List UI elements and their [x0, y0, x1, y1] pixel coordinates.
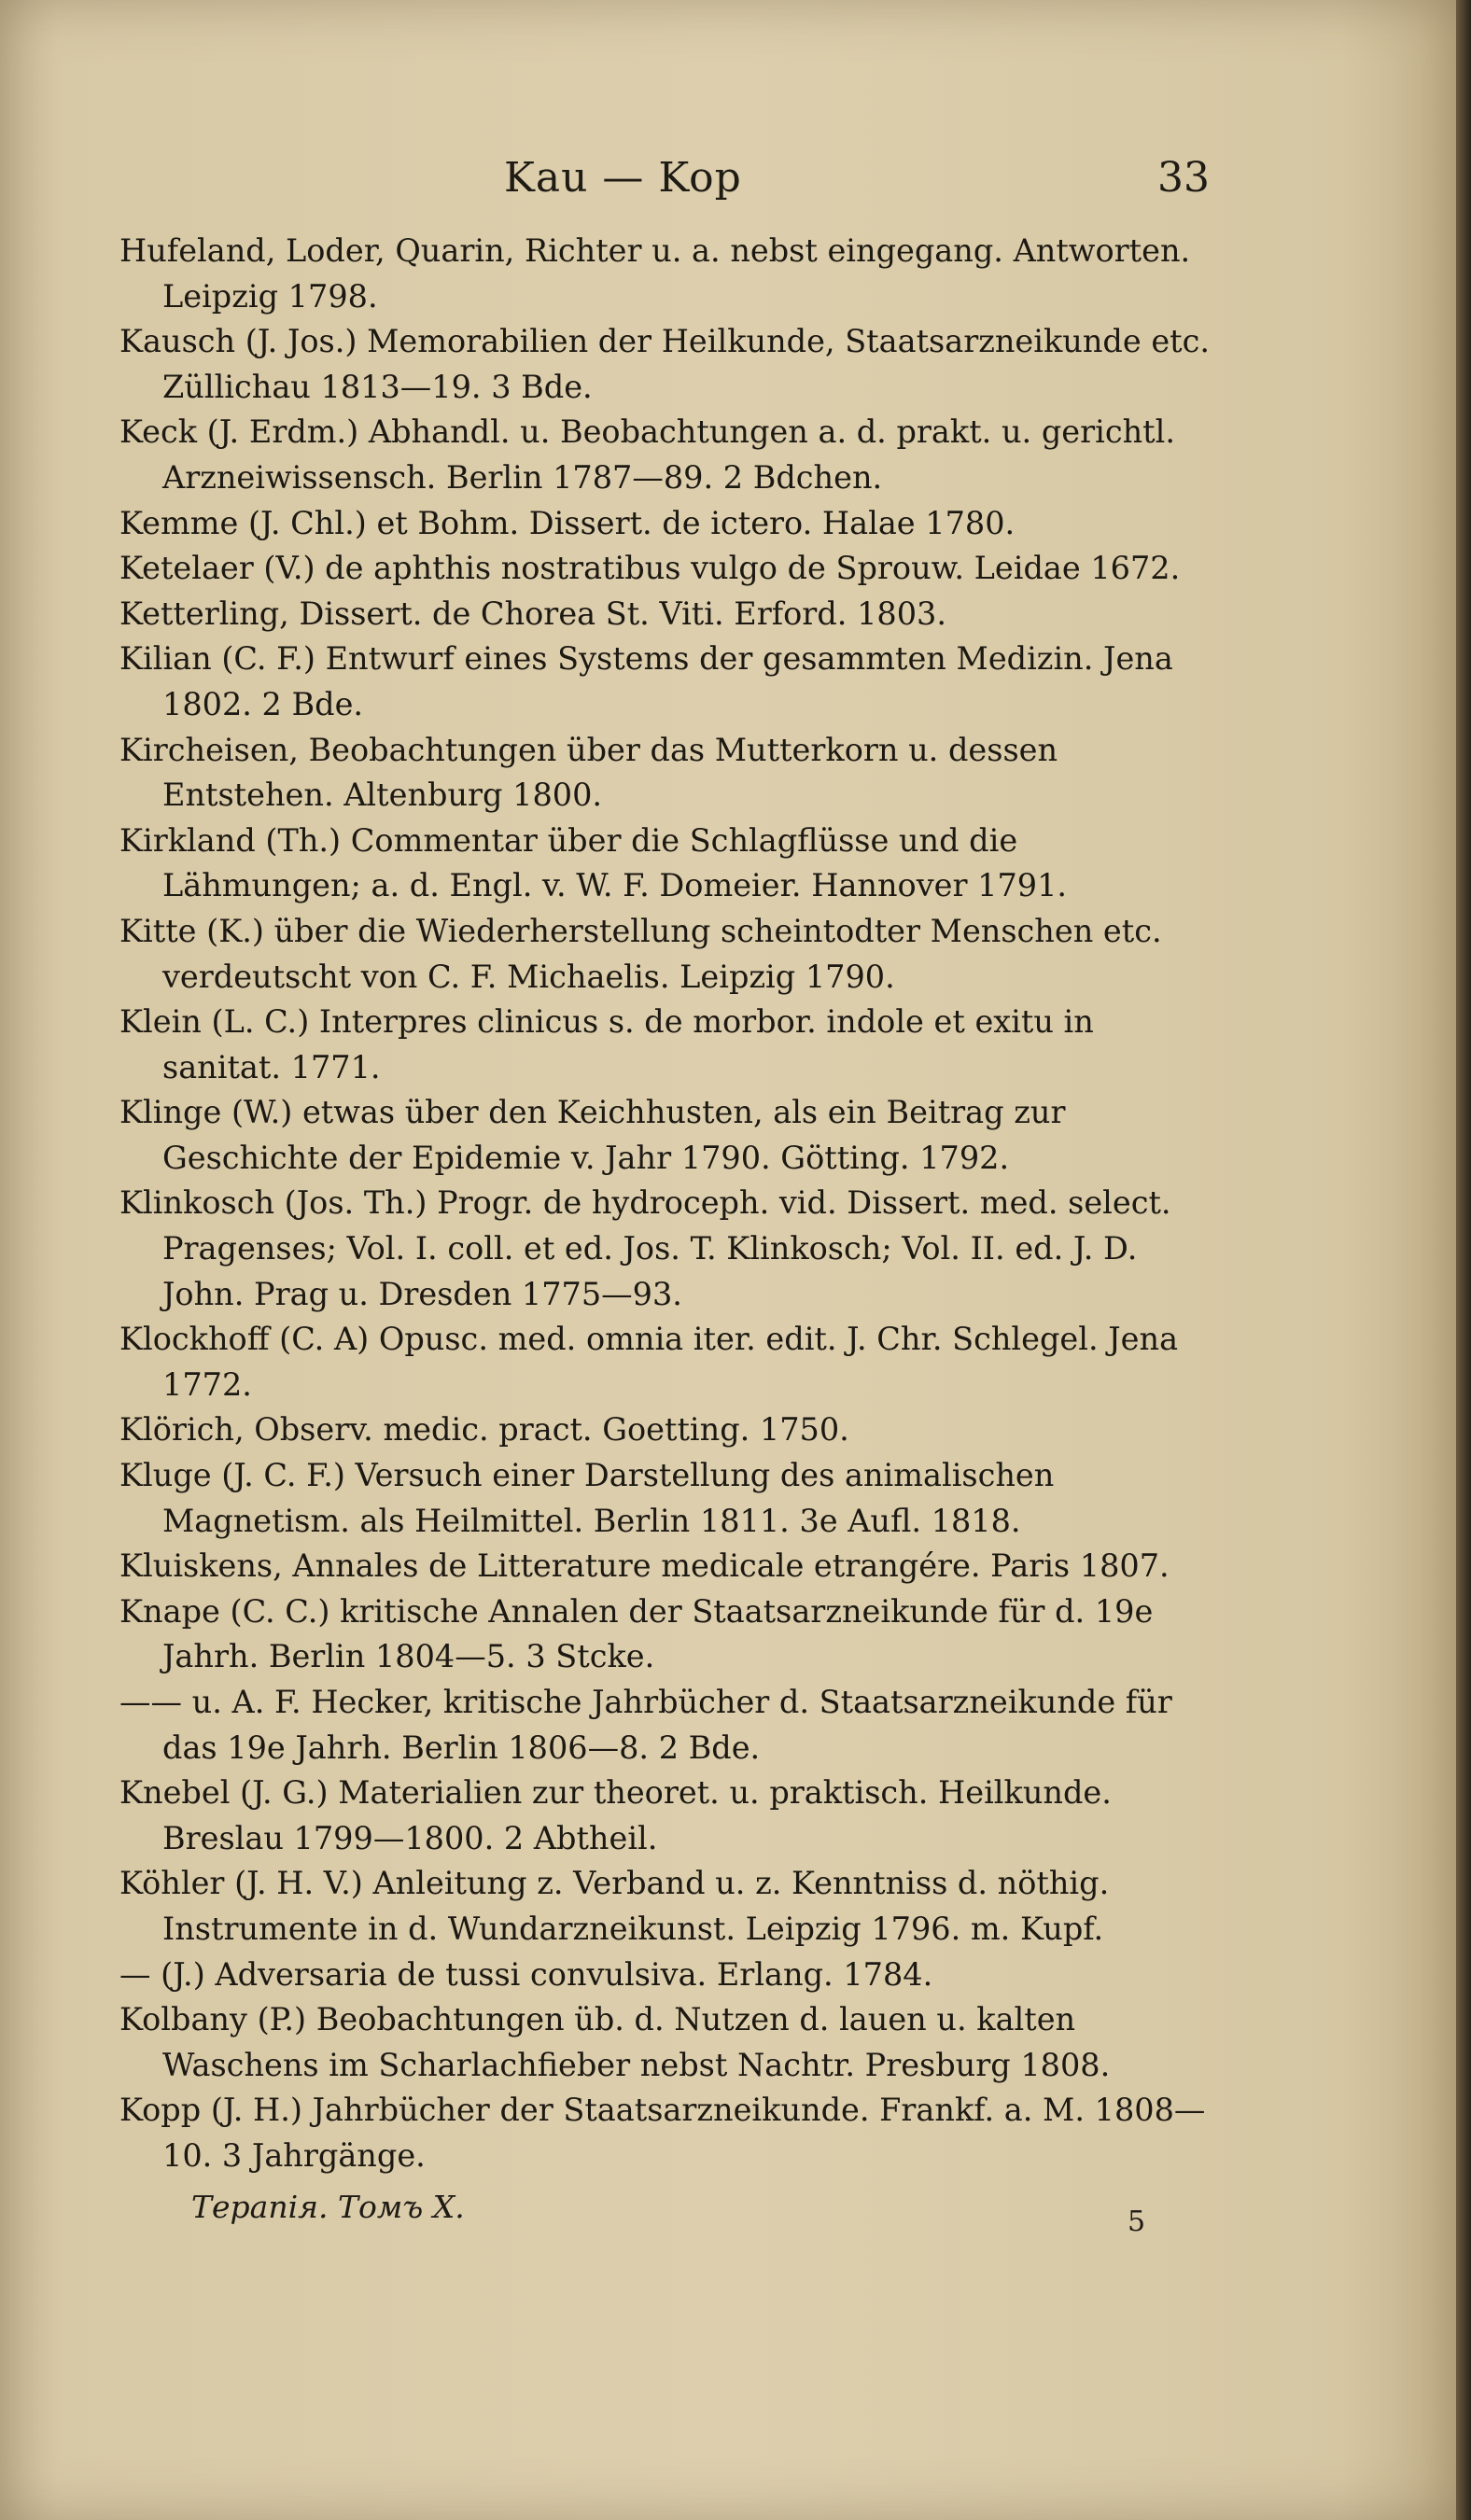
bibliography-entry: Knape (C. C.) kritische Annalen der Staatsarzneikunde für d. 19e Jahrh. Berlin 1804—5. 3 Stcke.: [119, 1592, 1154, 1675]
bibliography-entry: Kemme (J. Chl.) et Bohm. Dissert. de ictero. Halae 1780.: [119, 504, 1016, 541]
bibliography-entry: Hufeland, Loder, Quarin, Richter u. a. nebst eingegang. Antworten. Leipzig 1798.: [119, 232, 1191, 315]
bibliography-entry: Klein (L. C.) Interpres clinicus s. de morbor. indole et exitu in sanitat. 1771.: [119, 1003, 1094, 1085]
bibliography-entry: Kitte (K.) über die Wiederherstellung scheintodter Menschen etc. verdeutscht von C. F. Michaelis. Leipzig 1790.: [119, 912, 1162, 995]
bibliography-entry: Köhler (J. H. V.) Anleitung z. Verband u. z. Kenntniss d. nöthig. Instrumente in d. Wundarzneikunst. Leipzig 1796. m. Kupf.: [119, 1865, 1110, 1947]
bibliography-entry: —— u. A. F. Hecker, kritische Jahrbücher d. Staatsarzneikunde für das 19e Jahrh. Berlin 1806—8. 2 Bde.: [119, 1684, 1172, 1766]
bibliography-entry: Kluge (J. C. F.) Versuch einer Darstellung des animalischen Magnetism. als Heilmittel. Berlin 1811. 3e Aufl. 1818.: [119, 1457, 1055, 1539]
sheet-number: 5: [1128, 2205, 1146, 2238]
bibliography-entry: Ketterling, Dissert. de Chorea St. Viti. Erford. 1803.: [119, 595, 946, 632]
page-edge: [1456, 0, 1471, 2520]
bibliography-entry: Kausch (J. Jos.) Memorabilien der Heilkunde, Staatsarzneikunde etc. Züllichau 1813—19. 3 Bde.: [119, 323, 1211, 405]
bibliography-entry: Klinkosch (Jos. Th.) Progr. de hydroceph. vid. Dissert. med. select. Pragenses; Vol. I. coll. et ed. Jos. T. Klinkosch; Vol. II. ed. J. D. John. Prag u. Dresden 1775—93.: [119, 1184, 1171, 1312]
page-footer: [0, 2189, 1456, 2245]
page-number: 33: [1157, 154, 1210, 202]
bibliography-entry: Kluiskens, Annales de Litterature medicale etrangére. Paris 1807.: [119, 1547, 1170, 1585]
bibliography-entry: Knebel (J. G.) Materialien zur theoret. u. praktisch. Heilkunde. Breslau 1799—1800. 2 Abtheil.: [119, 1774, 1112, 1856]
bibliography-entry: Klockhoff (C. A) Opusc. med. omnia iter. edit. J. Chr. Schlegel. Jena 1772.: [119, 1321, 1179, 1403]
running-head: Kau — Kop: [504, 154, 742, 202]
bibliography-entry: Kilian (C. F.) Entwurf eines Systems der gesammten Medizin. Jena 1802. 2 Bde.: [119, 640, 1173, 722]
bibliography-entry: — (J.) Adversaria de tussi convulsiva. Erlang. 1784.: [119, 1955, 933, 1993]
bibliography-entry: Kircheisen, Beobachtungen über das Mutterkorn u. dessen Entstehen. Altenburg 1800.: [119, 731, 1058, 814]
bibliography-entry: Klinge (W.) etwas über den Keichhusten, als ein Beitrag zur Geschichte der Epidemie v. Jahr 1790. Götting. 1792.: [119, 1094, 1066, 1176]
bibliography-entry: Kirkland (Th.) Commentar über die Schlagflüsse und die Lähmungen; a. d. Engl. v. W. F. Domeier. Hannover 1791.: [119, 821, 1068, 904]
printer-signature: Терапія. Томъ X.: [191, 2189, 465, 2225]
bibliography-entry: Keck (J. Erdm.) Abhandl. u. Beobachtungen a. d. prakt. u. gerichtl. Arzneiwissensch. Berlin 1787—89. 2 Bdchen.: [119, 413, 1176, 496]
page-header: [0, 154, 1456, 210]
bibliography-entry: Klörich, Observ. medic. pract. Goetting. 1750.: [119, 1411, 849, 1449]
bibliography-entry: Ketelaer (V.) de aphthis nostratibus vulgo de Sprouw. Leidae 1672.: [119, 550, 1181, 587]
bibliography-list: [119, 229, 1221, 2179]
bibliography-entry: Kopp (J. H.) Jahrbücher der Staatsarzneikunde. Frankf. a. M. 1808—10. 3 Jahrgänge.: [119, 2092, 1206, 2174]
bibliography-entry: Kolbany (P.) Beobachtungen üb. d. Nutzen d. lauen u. kalten Waschens im Scharlachfieber nebst Nachtr. Presburg 1808.: [119, 2001, 1111, 2083]
